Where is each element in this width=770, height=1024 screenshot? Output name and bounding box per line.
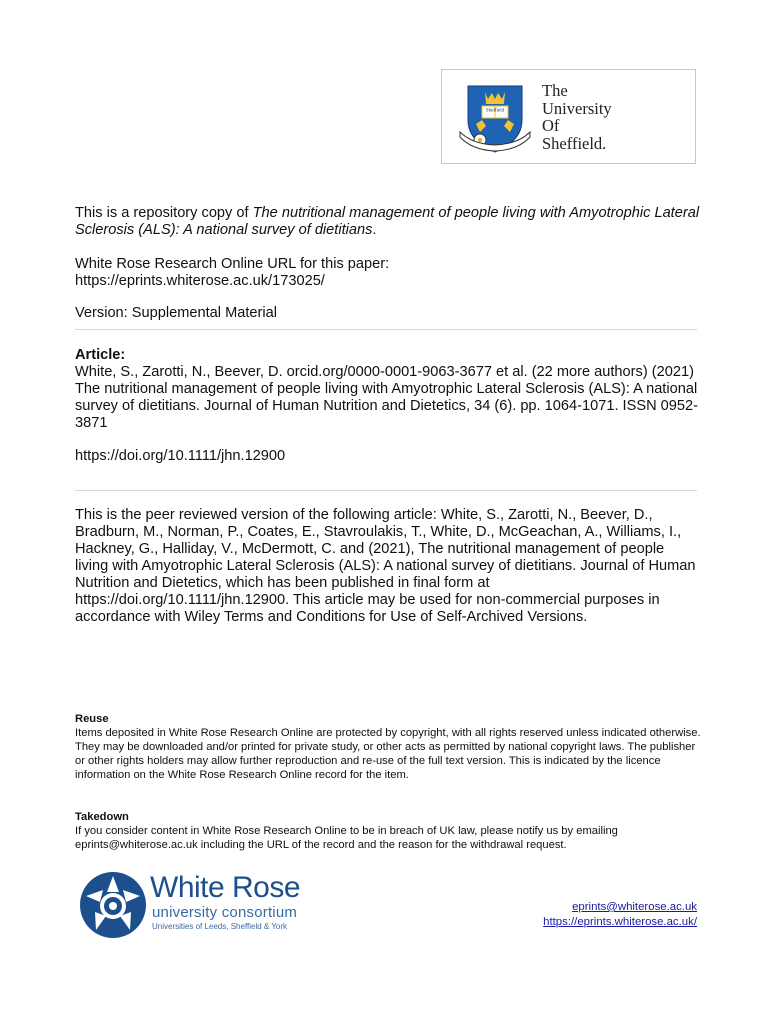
url-block [75, 256, 700, 290]
url-label: White Rose Research Online URL for this paper: [75, 256, 390, 272]
reuse-text: Items deposited in White Rose Research Online are protected by copyright, with all rights reserved unless indicated otherwise. They may be downloaded and/or printed for private study, or other acts as permitted by national copyright laws. The publisher or other rights holders may allow further reproduction and re-use of the full text version. This is indicated by the licence information on the White Rose Research Online record for the item. [75, 727, 701, 781]
article-citation: White, S., Zarotti, N., Beever, D. orcid.org/0000-0001-9063-3677 et al. (22 more authors) (2021) The nutritional management of people living with Amyotrophic Lateral Sclerosis (ALS): A national survey of dietitians. Journal of Human Nutrition and Dietetics, 34 (6). pp. 1064-1071. ISSN 0952-3871 [75, 364, 698, 431]
doi-line [75, 448, 700, 465]
article-heading: Article: [75, 347, 126, 363]
site-link[interactable]: https://eprints.whiterose.ac.uk/ [543, 916, 697, 928]
university-crest-icon [458, 82, 533, 154]
brand-title: White Rose [150, 871, 301, 904]
version-line [75, 305, 700, 322]
intro-prefix: This is a repository copy of [75, 205, 253, 221]
peer-review-block [75, 507, 700, 626]
divider [75, 490, 697, 491]
university-wordmark [542, 82, 612, 152]
article-block [75, 347, 700, 432]
version-text: Version: Supplemental Material [75, 305, 277, 321]
takedown-section [75, 810, 705, 852]
university-logo [441, 69, 696, 164]
email-link[interactable]: eprints@whiterose.ac.uk [572, 901, 697, 913]
wordmark-line: University [542, 98, 612, 118]
wordmark-line: The [542, 81, 568, 100]
takedown-text: If you consider content in White Rose Research Online to be in breach of UK law, please notify us by emailing eprints@whiterose.ac.uk including the URL of the record and the reason for the withdrawal request. [75, 825, 618, 851]
crest-label: Sheffield [485, 108, 505, 114]
white-rose-icon [78, 870, 148, 940]
intro-suffix: . [372, 222, 377, 238]
paper-url[interactable]: https://eprints.whiterose.ac.uk/173025/ [75, 273, 325, 289]
takedown-heading: Takedown [75, 811, 129, 823]
footer-links [543, 900, 697, 930]
wordmark-line: Sheffield. [542, 133, 607, 153]
reuse-heading: Reuse [75, 713, 109, 725]
divider [75, 329, 697, 330]
peer-review-text: This is the peer reviewed version of the following article: White, S., Zarotti, N., Beever, D., Bradburn, M., Norman, P., Coates, E., Stavroulakis, T., White, D., McGeachan, A., Williams, I., Hackney, G., Halliday, V., McDermott, C. and (2021), The nutritional management of people living with Amyotrophic Lateral Sclerosis (ALS): A national survey of dietitians. Journal of Human Nutrition and Dietetics, which has been published in final form at https://doi.org/10.1111/jhn.12900. This article may be used for non-commercial purposes in accordance with Wiley Terms and Conditions for Use of Self-Archived Versions. [75, 507, 696, 625]
doi-link[interactable]: https://doi.org/10.1111/jhn.12900 [75, 448, 286, 464]
repository-intro [75, 205, 700, 239]
wordmark-line: Of [542, 116, 560, 135]
brand-subtitle: university consortium [152, 904, 298, 921]
brand-universities: Universities of Leeds, Sheffield & York [152, 922, 288, 931]
reuse-section [75, 712, 705, 782]
paper-title: The nutritional management of people living with Amyotrophic Lateral Sclerosis (ALS): A national survey of dietitians [75, 205, 700, 238]
